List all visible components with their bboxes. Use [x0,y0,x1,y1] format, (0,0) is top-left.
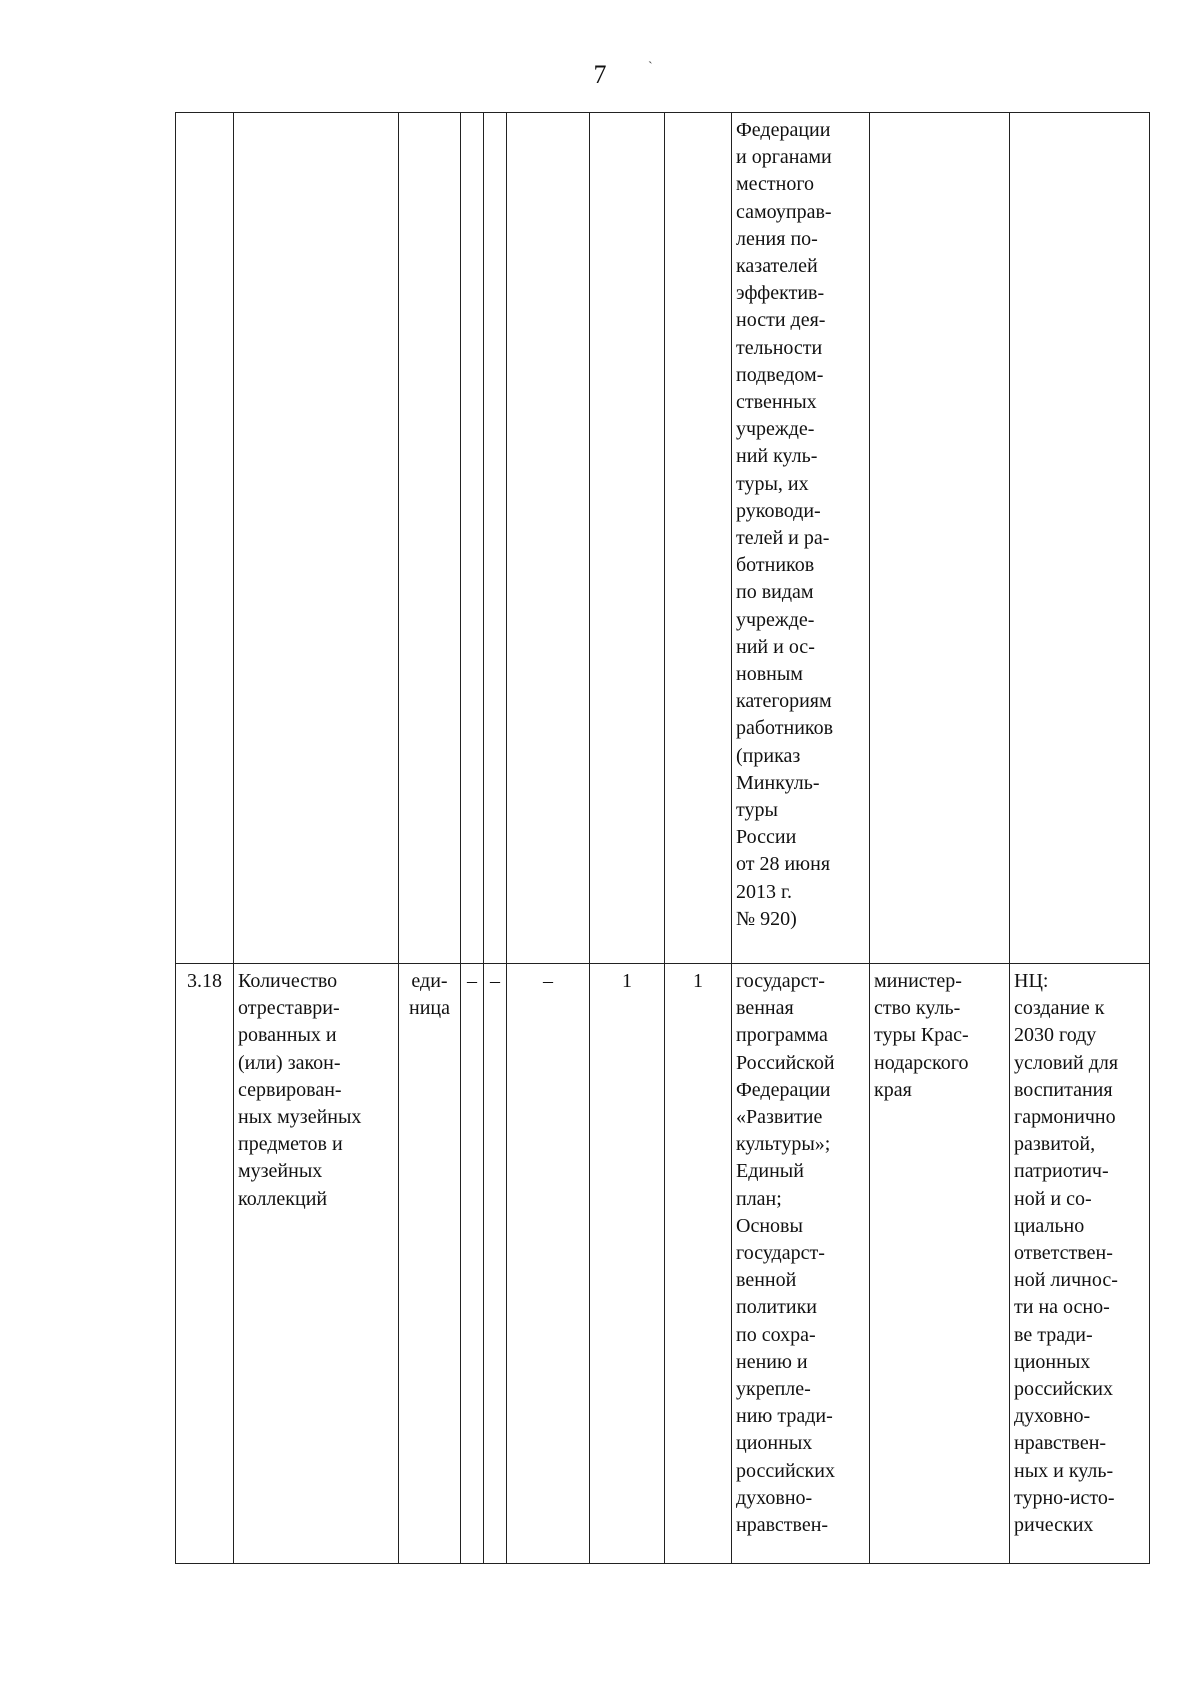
cell-value-b-empty [484,113,507,964]
table-row-3-18 [176,964,1150,1564]
indicator-name: Количество отреставри- рованных и (или) закон- сервирован- ных музейных предметов и музейных коллекций [234,964,399,1564]
page-number: 7 [593,60,607,89]
unit-of-measure: еди- ница [399,964,461,1564]
indicators-table [175,112,1150,1564]
value-a: – [461,964,484,1564]
value-e: 1 [665,964,732,1564]
value-c: – [507,964,590,1564]
cell-value-c-empty [507,113,590,964]
value-d: 1 [590,964,665,1564]
continuation-row [176,113,1150,964]
cell-unit-empty [399,113,461,964]
scan-mark: ` [648,60,653,75]
cell-value-d-empty [590,113,665,964]
cell-goal-empty [1010,113,1150,964]
basis-document: государст- венная программа Российской Федерации «Развитие культуры»; Единый план; Основы государст- венной политики по сохра- нению и укрепле- нию тради- ционных российских духовно- нравствен- [732,964,870,1564]
value-b: – [484,964,507,1564]
national-goal: НЦ: создание к 2030 году условий для воспитания гармонично развитой, патриотич- ной и со- циально ответствен- ной личнос- ти на осно- ве тради- ционных российских духовно- нравствен- ных и куль- турно-исто- рических [1010,964,1150,1564]
cell-value-e-empty [665,113,732,964]
cell-number-empty [176,113,234,964]
responsible-body: министер- ство куль- туры Крас- нодарского края [870,964,1010,1564]
row-number: 3.18 [176,964,234,1564]
cell-value-a-empty [461,113,484,964]
cell-responsible-empty [870,113,1010,964]
cell-indicator-empty [234,113,399,964]
cell-basis-continued: Федерации и органами местного самоуправ- ления по- казателей эффектив- ности дея- тельности подведом- ственных учрежде- ний куль- туры, их руководи- телей и ра- ботников по видам учрежде- ний и ос- новным категориям работников (приказ Минкуль- туры России от 28 июня 2013 г. № 920) [732,113,870,964]
